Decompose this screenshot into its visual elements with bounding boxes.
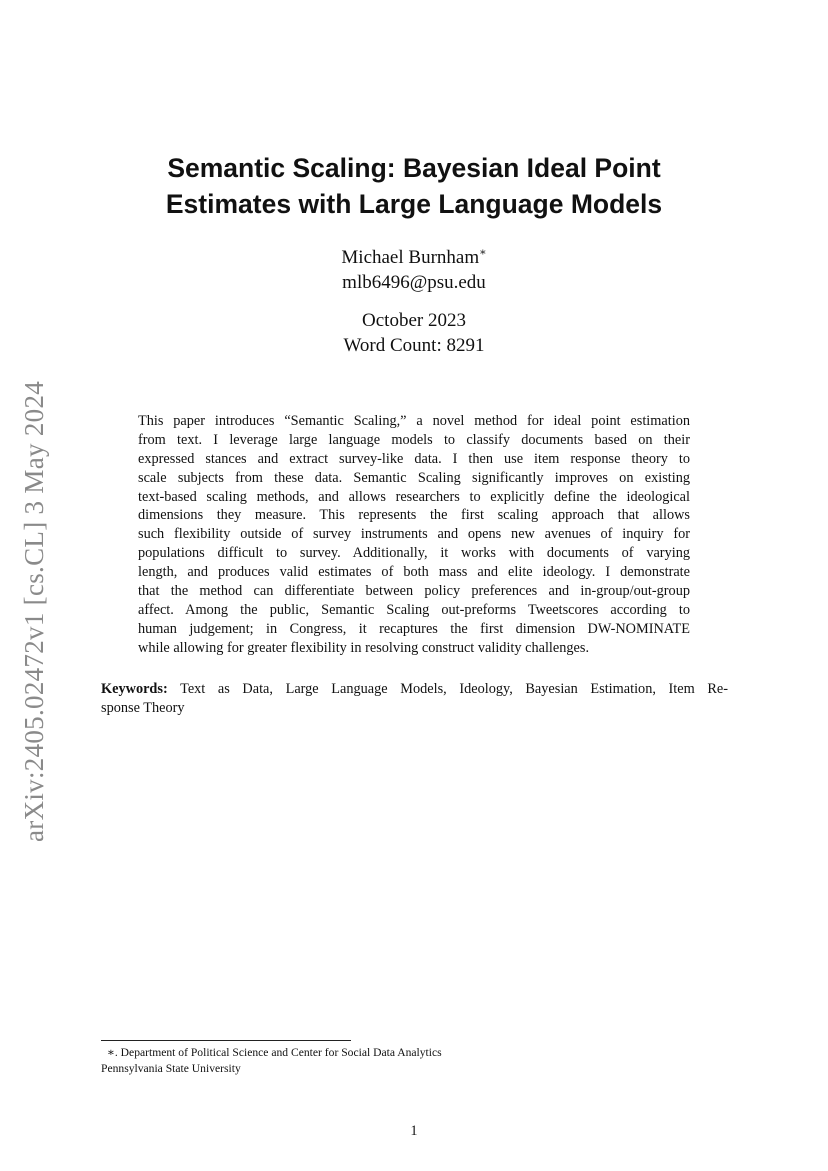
abstract-line: expressed stances and extract survey-like data. I then use item response theory to (138, 450, 690, 467)
page-number: 1 (410, 1123, 418, 1139)
author-footnote-mark: ∗ (479, 246, 487, 259)
abstract-line: while allowing for greater flexibility in resolving construct validity challenges. (138, 639, 590, 656)
abstract-line: human judgement; in Congress, it recaptures the first dimension DW-NOMINATE (138, 620, 690, 637)
footnote (101, 1045, 728, 1076)
keywords-text-2: sponse Theory (101, 700, 185, 716)
paper-date: October 2023 (362, 310, 466, 331)
keywords-label: Keywords: (101, 681, 168, 697)
keywords-text-1: Text as Data, Large Language Models, Ideology, Bayesian Estimation, Item Re- (180, 681, 728, 697)
abstract-line: such flexibility outside of survey instruments and opens new avenues of inquiry for (138, 526, 690, 543)
abstract-line: length, and produces valid estimates of both mass and elite ideology. I demonstrate (138, 564, 690, 581)
abstract-line: populations difficult to survey. Additionally, it works with documents of varying (138, 545, 690, 562)
keywords-line-1 (101, 680, 728, 699)
abstract-line: affect. Among the public, Semantic Scaling out-preforms Tweetscores according to (138, 601, 690, 618)
abstract-line: This paper introduces “Semantic Scaling,” a novel method for ideal point estimation (138, 413, 690, 429)
abstract-line: from text. I leverage large language models to classify documents based on their (138, 431, 690, 448)
abstract-line: scale subjects from these data. Semantic Scaling significantly improves on existing (138, 469, 690, 486)
author-name: Michael Burnham (341, 247, 480, 268)
abstract-line: that the method can differentiate between policy preferences and in-group/out-group (138, 583, 690, 600)
arxiv-identifier-stamp: arXiv:2405.02472v1 [cs.CL] 3 May 2024 (19, 380, 49, 842)
title-line-2: Estimates with Large Language Models (165, 189, 663, 219)
footnote-divider (101, 1040, 351, 1041)
footnote-university: Pennsylvania State University (101, 1061, 241, 1075)
word-count: Word Count: 8291 (343, 335, 485, 356)
date-block (100, 308, 728, 358)
abstract-line: text-based scaling methods, and allows researchers to explicitly define the ideological (138, 488, 690, 505)
abstract-line: dimensions they measure. This represents the first scaling approach that allows (138, 507, 690, 524)
author-name-line (100, 245, 728, 270)
keywords (101, 680, 728, 718)
author-block (100, 245, 728, 295)
footnote-affiliation: ∗. Department of Political Science and Center for Social Data Analytics (107, 1046, 442, 1059)
title-line-1: Semantic Scaling: Bayesian Ideal Point (167, 153, 661, 183)
author-email[interactable]: mlb6496@psu.edu (342, 272, 486, 293)
abstract (138, 412, 690, 658)
paper-title (100, 150, 728, 222)
